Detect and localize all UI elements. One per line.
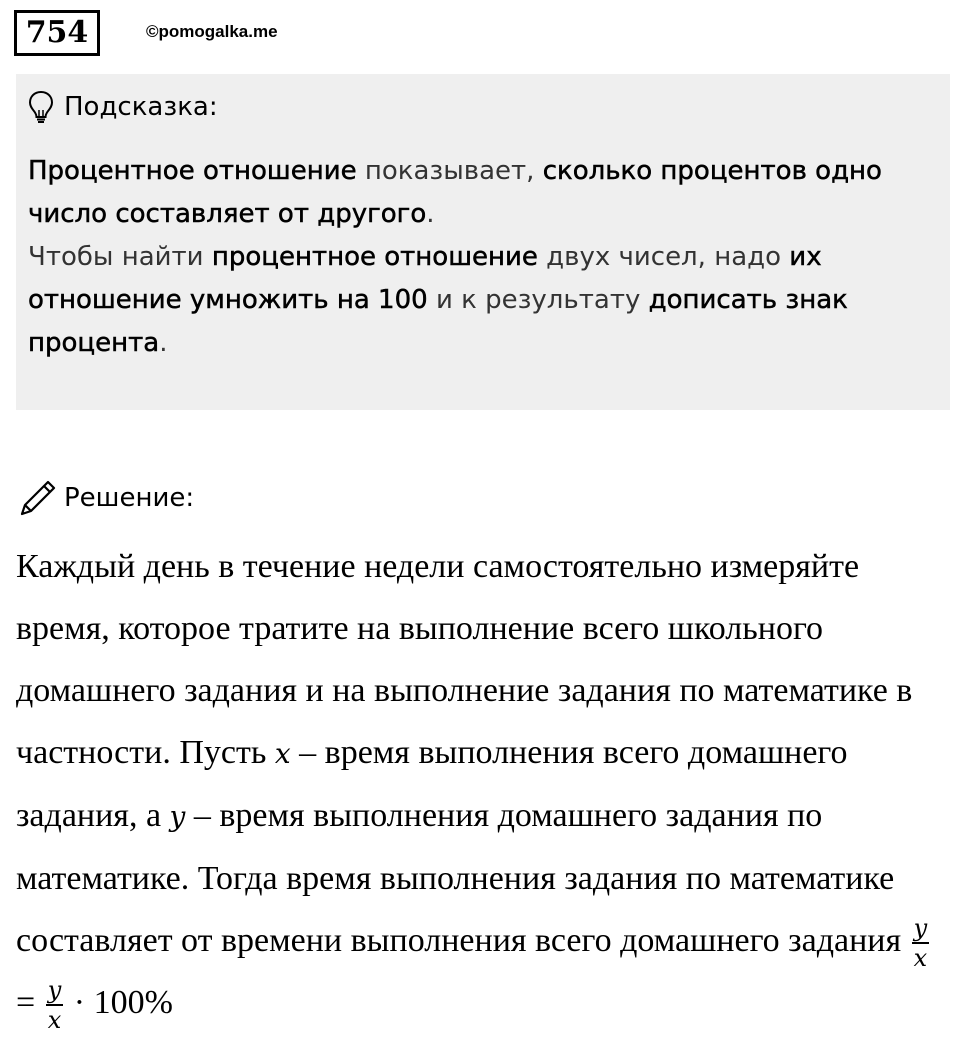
hint-title xyxy=(28,90,938,124)
equals-sign: = xyxy=(16,984,44,1022)
hint-text: Чтобы найти xyxy=(28,242,212,272)
hint-term: сколько процентов одно число составляет от другого xyxy=(28,156,882,229)
hint-paragraph-1 xyxy=(28,150,938,236)
solution-sentence: Каждый день в течение недели самостоятельно измеряйте время, которое тратите на выполнение всего школьного домашнего задания и на выполнение задания по математике в частности. Пусть xyxy=(16,548,913,771)
hint-text: и к результату xyxy=(427,285,649,315)
hint-term: их отношение умножить на 100 xyxy=(28,242,822,315)
site-watermark[interactable]: ©pomogalka.me xyxy=(146,22,278,41)
solution-text xyxy=(16,536,950,1034)
solution-sentence: – время выполнения всего домашнего задания, а xyxy=(16,734,848,834)
hint-term: процентное отношение xyxy=(211,242,538,272)
lightbulb-icon xyxy=(28,90,54,124)
hint-text: двух чисел, надо xyxy=(537,242,790,272)
solution-sentence: – время выполнения домашнего задания по математике. Тогда время выполнения задания по математике составляет от времени выполнения всего домашнего задания xyxy=(16,797,910,959)
hint-box xyxy=(16,74,950,410)
variable-y: y xyxy=(169,800,186,833)
solution-title-text: Решение: xyxy=(64,483,195,513)
hint-title-text: Подсказка: xyxy=(64,92,218,122)
hint-paragraph-2 xyxy=(28,236,938,365)
fraction-denominator: x xyxy=(913,944,928,973)
variable-x: x xyxy=(274,737,291,770)
fraction-y-over-x xyxy=(46,976,64,1034)
task-number: 754 xyxy=(14,10,100,56)
hint-term: дописать знак процента xyxy=(28,285,848,358)
hint-text: показывает, xyxy=(356,156,543,186)
multiply-100-percent: · 100% xyxy=(65,984,173,1022)
fraction-numerator: y xyxy=(913,914,928,943)
fraction-denominator: x xyxy=(47,1006,62,1035)
fraction-y-over-x xyxy=(912,914,930,972)
pencil-icon xyxy=(18,478,58,518)
hint-text: . xyxy=(159,328,168,358)
hint-term: Процентное отношение xyxy=(28,156,357,186)
fraction-numerator: y xyxy=(47,976,62,1005)
solution-title xyxy=(18,478,194,518)
hint-text: . xyxy=(426,199,435,229)
